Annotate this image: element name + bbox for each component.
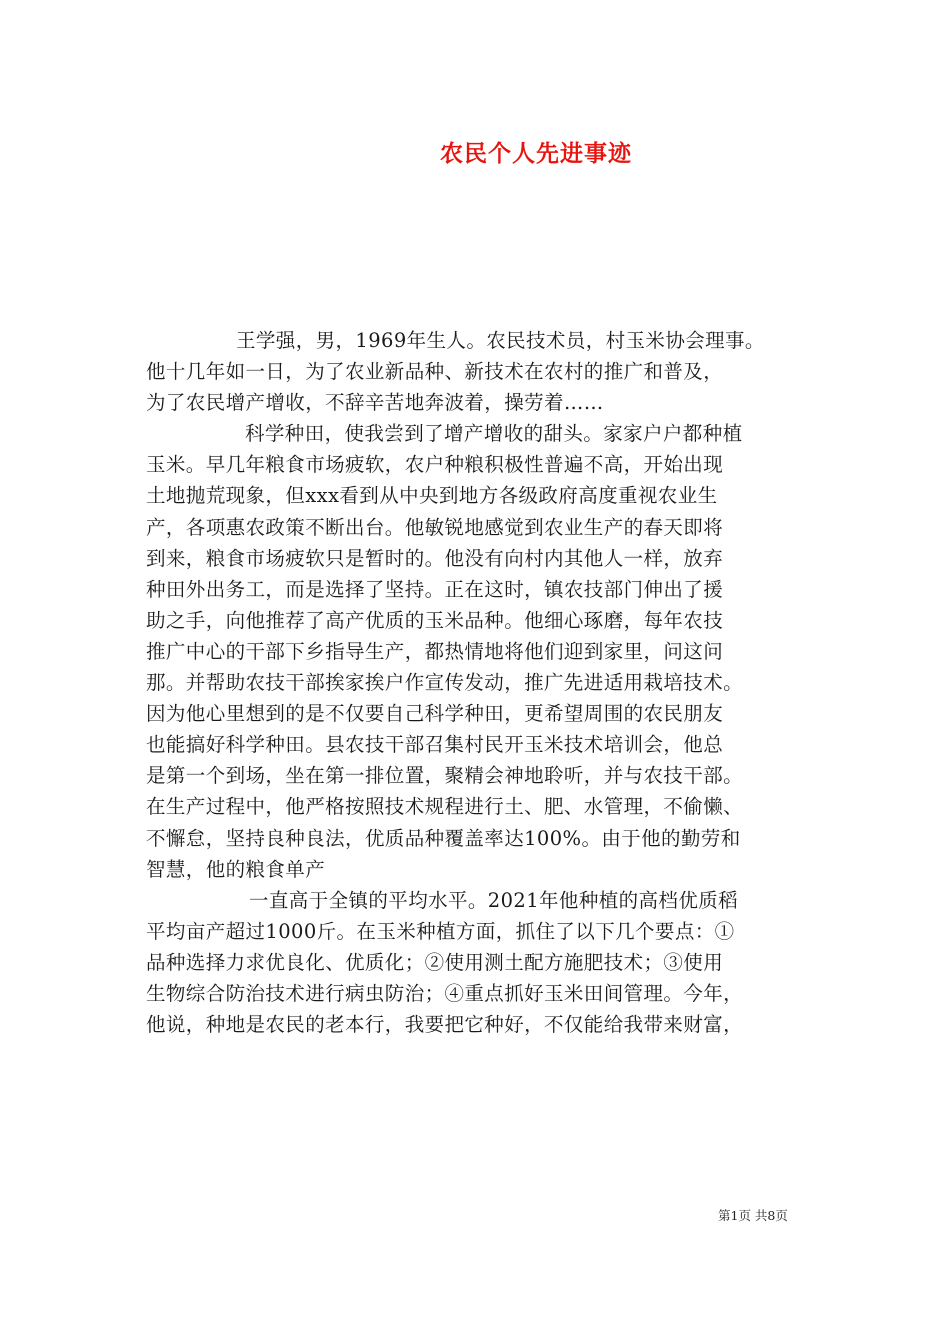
- body-line: 玉米。早几年粮食市场疲软，农户种粮积极性普遍不高，开始出现: [146, 453, 724, 477]
- body-line: 产，各项惠农政策不断出台。他敏锐地感觉到农业生产的春天即将: [146, 515, 724, 539]
- page-number-footer: 第1页 共8页: [718, 1208, 788, 1223]
- body-line: 土地抛荒现象，但xxx看到从中央到地方各级政府高度重视农业生: [146, 484, 718, 508]
- body-line: 他说，种地是农民的老本行，我要把它种好，不仅能给我带来财富，: [146, 1013, 744, 1037]
- document-title: 农民个人先进事迹: [440, 140, 632, 167]
- body-line: 助之手，向他推荐了高产优质的玉米品种。他细心琢磨，每年农技: [146, 608, 724, 632]
- body-line: 科学种田，使我尝到了增产增收的甜头。家家户户都种植: [245, 422, 743, 446]
- body-line: 一直高于全镇的平均水平。2021年他种植的高档优质稻: [249, 888, 739, 912]
- body-line: 不懈怠，坚持良种良法，优质品种覆盖率达100%。由于他的勤劳和: [146, 826, 741, 850]
- body-line: 种田外出务工，而是选择了坚持。正在这时，镇农技部门伸出了援: [146, 577, 724, 601]
- body-line: 在生产过程中，他严格按照技术规程进行土、肥、水管理，不偷懒、: [146, 795, 744, 819]
- body-line: 智慧，他的粮食单产: [146, 857, 326, 881]
- body-line: 因为他心里想到的是不仅要自己科学种田，更希望周围的农民朋友: [146, 702, 724, 726]
- body-line: 那。并帮助农技干部挨家挨户作宣传发动，推广先进适用栽培技术。: [146, 671, 744, 695]
- body-line: 他十几年如一日，为了农业新品种、新技术在农村的推广和普及，: [146, 360, 724, 384]
- body-line: 为了农民增产增收，不辞辛苦地奔波着，操劳着……: [146, 391, 604, 415]
- body-line: 推广中心的干部下乡指导生产，都热情地将他们迎到家里，问这问: [146, 639, 724, 663]
- body-line: 到来，粮食市场疲软只是暂时的。他没有向村内其他人一样，放弃: [146, 546, 724, 570]
- body-line: 品种选择力求优良化、优质化；②使用测土配方施肥技术；③使用: [146, 950, 724, 974]
- document-body: [146, 325, 816, 1040]
- body-line: 是第一个到场，坐在第一排位置，聚精会神地聆听，并与农技干部。: [146, 764, 744, 788]
- body-line: 平均亩产超过1000斤。在玉米种植方面，抓住了以下几个要点：①: [146, 919, 735, 943]
- body-line: 王学强，男，1969年生人。农民技术员，村玉米协会理事。: [236, 329, 765, 352]
- body-line: 生物综合防治技术进行病虫防治；④重点抓好玉米田间管理。今年，: [146, 981, 744, 1005]
- body-line: 也能搞好科学种田。县农技干部召集村民开玉米技术培训会，他总: [146, 733, 724, 757]
